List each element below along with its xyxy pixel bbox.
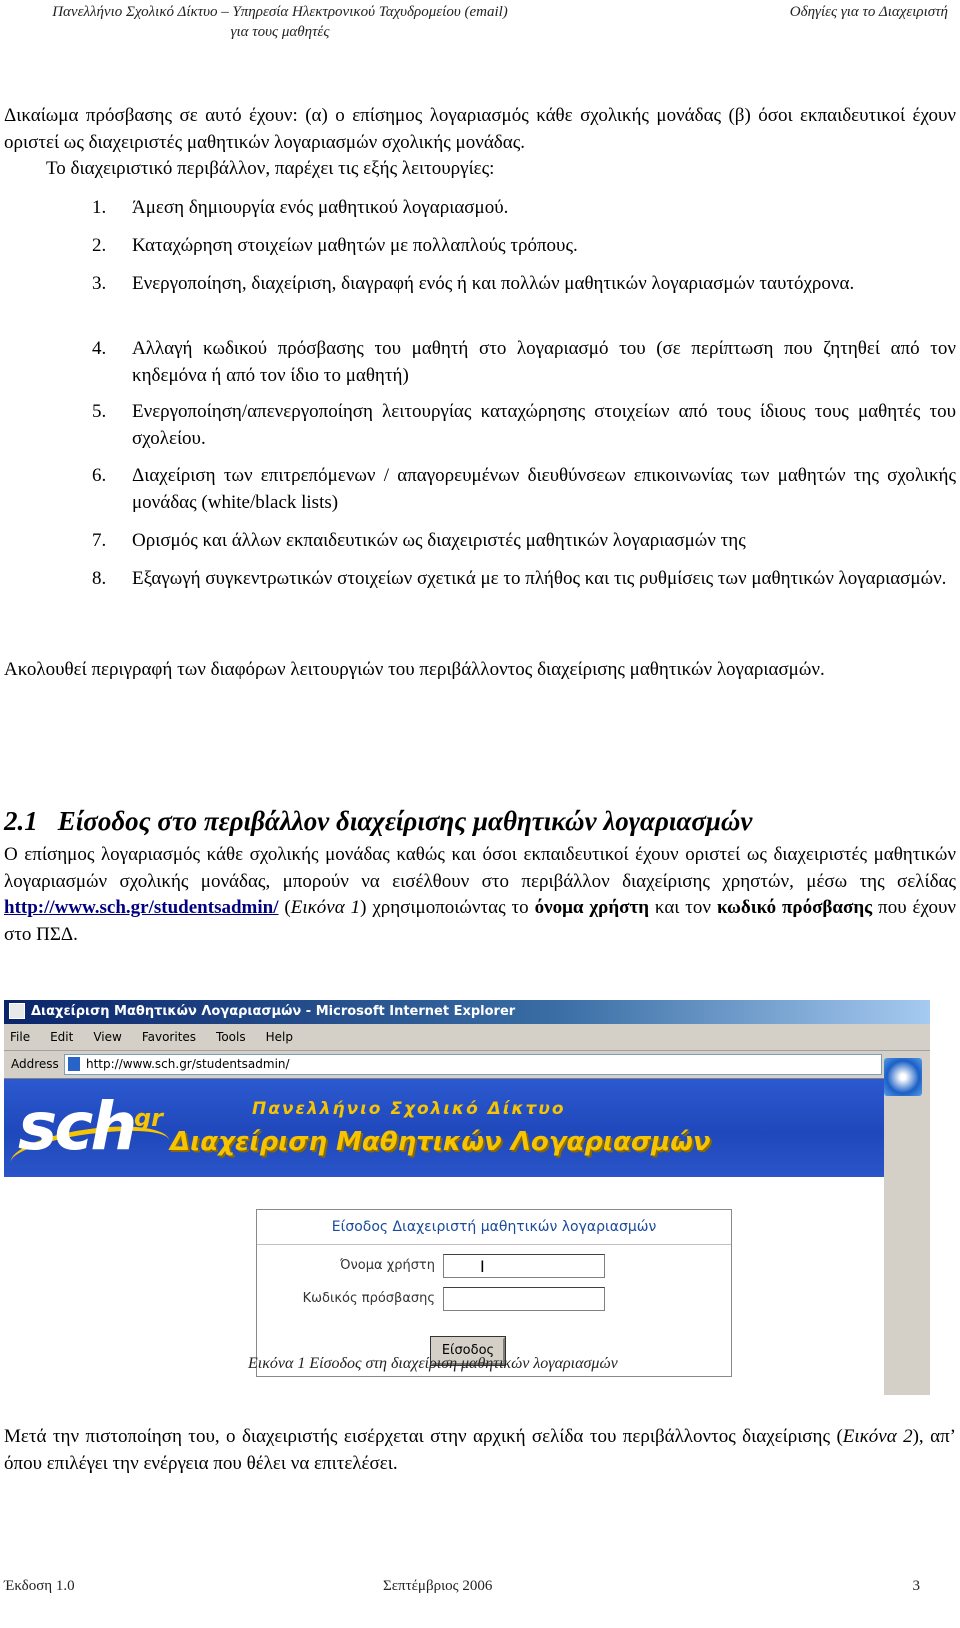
login-button[interactable]: Είσοδος (431, 1337, 505, 1365)
bold-username: όνομα χρήστη (534, 897, 649, 918)
bold-password: κωδικό πρόσβασης (716, 897, 873, 918)
password-row (257, 1287, 731, 1311)
figure-caption: Εικόνα 1 Είσοδος στη διαχείριση μαθητικών λογαριασμών (248, 1355, 618, 1372)
menu-help[interactable]: Help (265, 1030, 293, 1044)
figure2-reference: Εικόνα 2 (842, 1426, 913, 1447)
ie-throbber-icon (884, 1058, 922, 1096)
password-label: Κωδικός πρόσβασης (302, 1291, 435, 1306)
figure-reference: Εικόνα 1 (290, 897, 361, 918)
password-input[interactable] (443, 1287, 605, 1311)
menu-view[interactable]: View (93, 1030, 122, 1044)
list-item: 6. Διαχείριση των επιτρεπόμενων / απαγορευμένων διευθύνσεων επικοινωνίας των μαθητών της σχολικής μονάδας (white/black lists) (92, 465, 956, 513)
intro-block (4, 103, 956, 156)
closing-paragraph: Μετά την πιστοποίηση του, ο διαχειριστής εισέρχεται στην αρχική σελίδα του περιβάλλοντος διαχείρισης (Εικόνα 2), απ’ όπου επιλέγει την ενέργεια που θέλει να επιτελέσει. (4, 1426, 956, 1474)
header-left (10, 2, 550, 42)
section-heading (4, 806, 752, 837)
footer-date: Σεπτέμβριος 2006 (383, 1578, 493, 1594)
closing-block (4, 1424, 956, 1477)
list-item: 8. Εξαγωγή συγκεντρωτικών στοιχείων σχετικά με το πλήθος και τις ρυθμίσεις των μαθητικών λογαριασμών. (92, 568, 947, 589)
page-icon (68, 1057, 80, 1071)
footer-version: Έκδοση 1.0 (4, 1578, 75, 1594)
menu-file[interactable]: File (10, 1030, 31, 1044)
browser-side-panel (884, 1051, 930, 1395)
section-paragraph: Ο επίσημος λογαριασμός κάθε σχολικής μονάδας καθώς και όσοι εκπαιδευτικοί έχουν οριστεί ως διαχειριστές μαθητικών λογαριασμών σχολικής μονάδας, μπορούν να εισέλθουν στο περιβάλλον διαχείρισης χρηστών, μέσω της σελίδας http://www.sch.gr/studentsadmin/ (Εικόνα 1) χρησιμοποιώντας το όνομα χρήστη και τον κωδικό πρόσβασης που έχουν στο ΠΣΔ. (4, 844, 957, 945)
address-label: Address (11, 1057, 59, 1071)
intro-paragraph: Δικαίωμα πρόσβασης σε αυτό έχουν: (α) ο επίσημος λογαριασμός κάθε σχολικής μονάδας (β) όσοι εκπαιδευτικοί έχουν οριστεί ως διαχειριστές μαθητικών λογαριασμών σχολικής μονάδας. (4, 105, 956, 153)
sch-logo-suffix: gr (134, 1104, 164, 1132)
menu-tools[interactable]: Tools (216, 1030, 246, 1044)
menu-edit[interactable]: Edit (50, 1030, 74, 1044)
after-list-block (4, 657, 956, 684)
address-bar (4, 1051, 930, 1079)
section-body (4, 842, 956, 948)
banner-subtitle: Πανελλήνιο Σχολικό Δίκτυο (252, 1099, 566, 1119)
list-item: 2. Καταχώρηση στοιχείων μαθητών με πολλαπλούς τρόπους. (92, 235, 578, 256)
list-item: 3. Ενεργοποίηση, διαχείριση, διαγραφή ενός ή και πολλών μαθητικών λογαριασμών ταυτόχρονα. (92, 273, 855, 294)
footer-page-number: 3 (912, 1578, 920, 1594)
banner-title: Διαχείριση Μαθητικών Λογαριασμών (170, 1127, 711, 1157)
list-item: 7. Ορισμός και άλλων εκπαιδευτικών ως διαχειριστές μαθητικών λογαριασμών της (92, 530, 746, 551)
studentsadmin-link[interactable]: http://www.sch.gr/studentsadmin/ (4, 897, 279, 918)
username-input[interactable] (443, 1254, 605, 1278)
username-row (257, 1254, 731, 1278)
list-item: 5. Ενεργοποίηση/απενεργοποίηση λειτουργίας καταχώρησης στοιχείων από τους ίδιους τους μαθητές του σχολείου. (92, 401, 956, 449)
username-label: Όνομα χρήστη (339, 1258, 435, 1273)
page-footer (0, 1578, 960, 1618)
text-cursor-icon: I (480, 1257, 485, 1276)
intro-lead-text: Το διαχειριστικό περιβάλλον, παρέχει τις εξής λειτουργίες: (46, 158, 495, 179)
after-list-paragraph: Ακολουθεί περιγραφή των διαφόρων λειτουργιών του περιβάλλοντος διαχείρισης μαθητικών λογαριασμών. (4, 659, 825, 680)
list-item: 1. Άμεση δημιουργία ενός μαθητικού λογαριασμού. (92, 197, 509, 218)
login-form (256, 1209, 732, 1377)
address-value: http://www.sch.gr/studentsadmin/ (86, 1057, 290, 1071)
section-number: 2.1 (4, 806, 38, 836)
browser-title-bar (4, 1000, 930, 1024)
browser-menu-bar (4, 1024, 930, 1051)
page-header (0, 0, 960, 50)
section-title: Είσοδος στο περιβάλλον διαχείρισης μαθητικών λογαριασμών (57, 806, 753, 836)
list-item: 4. Αλλαγή κωδικού πρόσβασης του μαθητή στο λογαριασμό του (σε περίπτωση που ζητηθεί από τον κηδεμόνα ή από τον ίδιο το μαθητή) (92, 338, 956, 386)
header-right: Οδηγίες για το Διαχειριστή (789, 4, 948, 20)
address-input[interactable] (64, 1054, 882, 1075)
intro-lead (46, 156, 946, 183)
browser-screenshot (4, 1000, 930, 1395)
ie-window-icon (9, 1003, 25, 1019)
sch-logo: sch (18, 1088, 135, 1165)
header-title-line2: για τους μαθητές (230, 24, 330, 40)
login-title: Είσοδος Διαχειριστή μαθητικών λογαριασμών (257, 1210, 731, 1245)
header-title-line1: Πανελλήνιο Σχολικό Δίκτυο – Υπηρεσία Ηλεκτρονικού Ταχυδρομείου (email) (52, 4, 508, 20)
menu-favorites[interactable]: Favorites (141, 1030, 197, 1044)
site-banner (4, 1079, 884, 1177)
browser-window-title: Διαχείριση Μαθητικών Λογαριασμών - Microsoft Internet Explorer (31, 1004, 516, 1019)
